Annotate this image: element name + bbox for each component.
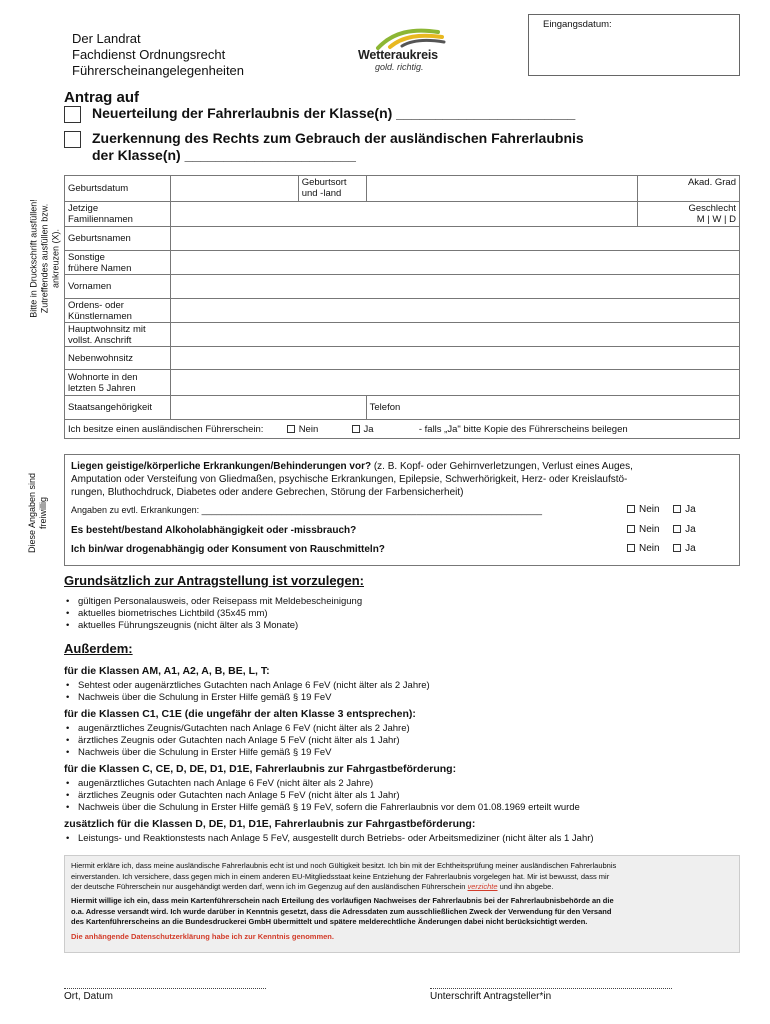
- list-item: • augenärztliches Gutachten nach Anlage 6 FeV (nicht älter als 2 Jahre): [78, 778, 580, 790]
- q2-nein-checkbox[interactable]: [627, 525, 635, 533]
- ordensname-field[interactable]: [170, 299, 739, 323]
- declaration-p1-line1: Hiermit erkläre ich, dass meine ausländische Fahrerlaubnis echt ist und noch Gültigkeit besitzt. Ich bin mit der Echtheitsprüfung meiner ausländischen Fahrerlaubnis: [71, 861, 617, 870]
- geburtsort-field[interactable]: [366, 176, 637, 202]
- hauptwohnsitz-label-line2: vollst. Anschrift: [68, 335, 132, 346]
- health-q1-bold: Liegen geistige/körperliche Erkrankungen/Behinderungen vor?: [71, 461, 372, 472]
- declaration-paragraph-1: [71, 861, 735, 893]
- unterschrift-label: Unterschrift Antragsteller*in: [430, 991, 552, 1002]
- list-item: • Nachweis über die Schulung in Erster Hilfe gemäß § 19 FeV, sofern die Fahrerlaubnis vor dem 01.08.1969 erteilt wurde: [78, 802, 580, 814]
- declaration-p1-line3-end: und ihn abgebe.: [497, 882, 554, 891]
- nebenwohnsitz-field[interactable]: [170, 347, 739, 370]
- wohnorte-label-line2: letzten 5 Jahren: [68, 383, 136, 394]
- row-auslaend-fs: [65, 420, 740, 439]
- auslaend-fs-nein-label: Nein: [298, 424, 319, 435]
- sonstige-field[interactable]: [170, 251, 739, 275]
- list-item: • aktuelles Führungszeugnis (nicht älter als 3 Monate): [78, 620, 362, 632]
- logo-swoosh-icon: [368, 26, 448, 50]
- q1-ja-label: Ja: [685, 504, 696, 515]
- akad-grad-label: Akad. Grad: [687, 177, 736, 188]
- personal-data-form: [64, 175, 740, 439]
- eingangsdatum-label: Eingangsdatum:: [543, 19, 612, 30]
- hauptwohnsitz-label-line1: Hauptwohnsitz mit: [68, 324, 146, 335]
- geburtsort-label: [298, 176, 366, 202]
- familienname-label-line2: Familiennamen: [68, 214, 133, 225]
- geburtsort-label-line2: und -land: [301, 188, 342, 199]
- auslaend-fs-nein-checkbox[interactable]: [287, 425, 295, 433]
- section-klassen-am-t-list: [66, 680, 430, 704]
- geschlecht-options: M | W | D: [696, 214, 736, 225]
- geburtsname-label: Geburtsnamen: [65, 227, 171, 251]
- declaration-paragraph-2: [71, 896, 735, 928]
- declaration-p2-line1: Hiermit willige ich ein, dass mein Kartenführerschein nach Erteilung des vorläufigen Nachweises der Fahrerlaubnis bei der Fahrerlaubnisbehörde an die: [71, 896, 614, 905]
- familienname-label: [65, 202, 171, 227]
- list-item: • augenärztliches Zeugnis/Gutachten nach Anlage 6 FeV (nicht älter als 2 Jahre): [78, 723, 410, 735]
- zuerkennung-label-line2: der Klasse(n) ______________________: [92, 147, 356, 163]
- sonstige-label-line1: Sonstige: [68, 252, 105, 263]
- zuerkennung-checkbox[interactable]: [64, 131, 81, 148]
- list-item: • gültigen Personalausweis, oder Reisepass mit Meldebescheinigung: [78, 596, 362, 608]
- row-sonstige: [65, 251, 740, 275]
- side-note-freiwillig-line-2: freiwillig: [38, 497, 48, 530]
- hauptwohnsitz-field[interactable]: [170, 323, 739, 347]
- auslaend-fs-label: Ich besitze einen ausländischen Führerschein:: [68, 424, 264, 435]
- geburtsname-field[interactable]: [170, 227, 739, 251]
- row-hauptwohnsitz: [65, 323, 740, 347]
- health-q1-rest: (z. B. Kopf- oder Gehirnverletzungen, Verlust eines Auges,: [371, 461, 633, 472]
- grundsaetzlich-heading: Grundsätzlich zur Antragstellung ist vorzulegen:: [64, 573, 364, 588]
- section-klassen-am-t: für die Klassen AM, A1, A2, A, B, BE, L, T:: [64, 665, 270, 677]
- q1-nein-label: Nein: [639, 504, 660, 515]
- q3-yesno: [627, 543, 696, 554]
- side-note-line-2: Zutreffendes ausfüllen bzw.: [39, 203, 50, 314]
- q2-yesno: [627, 524, 696, 535]
- list-item: • Leistungs- und Reaktionstests nach Anlage 5 FeV, ausgestellt durch Betriebs- oder Arbeitsmediziner (nicht älter als 1 Jahr): [78, 833, 594, 845]
- row-wohnorte: [65, 370, 740, 396]
- section-klassen-d-zusatz-list: [66, 833, 594, 845]
- list-item: • Nachweis über die Schulung in Erster Hilfe gemäß § 19 FeV: [78, 747, 410, 759]
- q1-ja-checkbox[interactable]: [673, 505, 681, 513]
- health-question-3: Ich bin/war drogenabhängig oder Konsument von Rauschmitteln?: [71, 544, 385, 555]
- logo-slogan: gold. richtig.: [375, 62, 424, 72]
- list-item: • ärztliches Zeugnis oder Gutachten nach Anlage 5 FeV (nicht älter als 1 Jahr): [78, 735, 410, 747]
- sonstige-label: [65, 251, 171, 275]
- list-item: • Nachweis über die Schulung in Erster Hilfe gemäß § 19 FeV: [78, 692, 430, 704]
- vornamen-label: Vornamen: [65, 275, 171, 299]
- geschlecht-label: Geschlecht: [688, 203, 736, 214]
- q2-nein-label: Nein: [639, 524, 660, 535]
- geburtsdatum-field[interactable]: [170, 176, 298, 202]
- auslaend-fs-cell: [65, 420, 740, 439]
- declaration-p1-line2: einverstanden. Ich versichere, dass gegen mich in einem anderen EU-Mitgliedsstaat keine Entziehung der Fahrerlaubnis vorgelegen hat. Mir ist bewusst, dass mir: [71, 871, 610, 881]
- page-title: Antrag auf: [64, 89, 139, 106]
- row-familienname: [65, 202, 740, 227]
- wohnorte-field[interactable]: [170, 370, 739, 396]
- section-klassen-c-d: für die Klassen C, CE, D, DE, D1, D1E, Fahrerlaubnis zur Fahrgastbeförderung:: [64, 763, 457, 775]
- header-line-2: Fachdienst Ordnungsrecht: [72, 47, 226, 62]
- q1-nein-checkbox[interactable]: [627, 505, 635, 513]
- health-question-1: [71, 460, 735, 499]
- wetteraukreis-logo: [356, 26, 456, 76]
- row-nebenwohnsitz: [65, 347, 740, 370]
- telefon-field[interactable]: [366, 396, 739, 420]
- ordensname-label-line1: Ordens- oder: [68, 300, 124, 311]
- eingangsdatum-box[interactable]: [528, 14, 740, 76]
- q3-ja-label: Ja: [685, 543, 696, 554]
- q2-ja-label: Ja: [685, 524, 696, 535]
- q3-nein-checkbox[interactable]: [627, 544, 635, 552]
- row-geburtsdatum: [65, 176, 740, 202]
- familienname-field[interactable]: [170, 202, 637, 227]
- health-section: [64, 454, 740, 566]
- hauptwohnsitz-label: [65, 323, 171, 347]
- section-klassen-d-zusatz: zusätzlich für die Klassen D, DE, D1, D1E, Fahrerlaubnis zur Fahrgastbeförderung:: [64, 818, 476, 830]
- side-note-line-3: ankreuzen (X).: [50, 228, 61, 289]
- unterschrift-line[interactable]: [430, 988, 672, 989]
- list-item: • ärztliches Zeugnis oder Gutachten nach Anlage 5 FeV (nicht älter als 1 Jahr): [78, 790, 580, 802]
- auslaend-fs-hint: - falls „Ja" bitte Kopie des Führerscheins beilegen: [418, 424, 628, 435]
- q3-ja-checkbox[interactable]: [673, 544, 681, 552]
- geburtsort-label-line1: Geburtsort: [301, 177, 347, 188]
- telefon-label: Telefon: [369, 402, 401, 413]
- familienname-label-line1: Jetzige: [68, 203, 99, 214]
- zuerkennung-label-line1: Zuerkennung des Rechts zum Gebrauch der ausländischen Fahrerlaubnis: [92, 130, 584, 146]
- ausserdem-heading: Außerdem:: [64, 641, 133, 656]
- wohnorte-label: [65, 370, 171, 396]
- section-klassen-c-d-list: [66, 778, 580, 814]
- sonstige-label-line2: frühere Namen: [68, 263, 132, 274]
- grundsaetzlich-list: [66, 596, 362, 632]
- akad-grad-field[interactable]: [638, 176, 740, 202]
- neuerteilung-checkbox[interactable]: [64, 106, 81, 123]
- declaration-p1-line3-text: der deutsche Führerschein nur ausgehändigt werden darf, wenn ich im Gegenzug auf den ausländischen Führerschein: [71, 882, 468, 891]
- section-klassen-c1: für die Klassen C1, C1E (die ungefähr der alten Klasse 3 entsprechen):: [64, 708, 416, 720]
- side-note-druckschrift: [29, 159, 62, 359]
- health-question-2: Es besteht/bestand Alkoholabhängigkeit oder -missbrauch?: [71, 525, 357, 536]
- ordensname-label-line2: Künstlernamen: [68, 311, 132, 322]
- health-q1-line2: Amputation oder Versteifung von Gliedmaßen, psychische Erkrankungen, Epilepsie, Schwerhörigkeit, Herz- oder Kreislaufstö-: [71, 474, 628, 485]
- row-geburtsname: [65, 227, 740, 251]
- declaration-p2-line2: o.a. Adresse versandt wird. Ich wurde darüber in Kenntnis gesetzt, dass die Adressdaten zum ausschließlichen Zweck der Verwendung für den Versand: [71, 906, 612, 916]
- logo-name: Wetteraukreis: [358, 48, 438, 62]
- header-line-1: Der Landrat: [72, 31, 141, 46]
- side-note-line-1: Bitte in Druckschrift ausfüllen!: [28, 199, 39, 318]
- side-note-freiwillig-line-1: Diese Angaben sind: [27, 472, 37, 554]
- declaration-p1-line3: [71, 882, 735, 893]
- nebenwohnsitz-label: Nebenwohnsitz: [65, 347, 171, 370]
- auslaend-fs-ja-label: Ja: [363, 424, 374, 435]
- row-ordensname: [65, 299, 740, 323]
- header-line-3: Führerscheinangelegenheiten: [72, 63, 245, 78]
- ort-datum-label: Ort, Datum: [64, 991, 113, 1002]
- geburtsdatum-label: Geburtsdatum: [65, 176, 171, 202]
- section-klassen-c1-list: [66, 723, 410, 759]
- ort-datum-line[interactable]: [64, 988, 266, 989]
- declaration-box: [64, 855, 740, 953]
- side-note-freiwillig: [27, 413, 49, 613]
- declaration-p2-line3: des Kartenführerscheins an die Bundesdruckerei GmbH übermittelt und spätere melderechtliche Änderungen dabei nicht berücksichtigt werden.: [71, 917, 588, 926]
- neuerteilung-label: Neuerteilung der Fahrerlaubnis der Klasse(n) _______________________: [92, 105, 576, 121]
- health-q1-line3: rungen, Bluthochdruck, Diabetes oder andere Gebrechen, Störung der Farbensicherheit): [71, 487, 464, 498]
- row-vornamen: [65, 275, 740, 299]
- staatsangehoerigkeit-label: Staatsangehörigkeit: [65, 396, 171, 420]
- list-item: • Sehtest oder augenärztliches Gutachten nach Anlage 6 FeV (nicht älter als 2 Jahre): [78, 680, 430, 692]
- row-staatsangehoerigkeit: [65, 396, 740, 420]
- ordensname-label: [65, 299, 171, 323]
- authority-address: [72, 31, 244, 79]
- auslaend-fs-ja-checkbox[interactable]: [352, 425, 360, 433]
- declaration-verzichte: verzichte: [467, 882, 498, 891]
- staatsangehoerigkeit-field[interactable]: [170, 396, 366, 420]
- geschlecht-field[interactable]: [638, 202, 740, 227]
- angaben-erkrankungen-field[interactable]: Angaben zu evtl. Erkrankungen: ____________________________________________________________________: [71, 505, 542, 515]
- q2-ja-checkbox[interactable]: [673, 525, 681, 533]
- list-item: • aktuelles biometrisches Lichtbild (35x45 mm): [78, 608, 362, 620]
- datenschutz-note: Die anhängende Datenschutzerklärung habe ich zur Kenntnis genommen.: [71, 932, 334, 941]
- vornamen-field[interactable]: [170, 275, 739, 299]
- q3-nein-label: Nein: [639, 543, 660, 554]
- wohnorte-label-line1: Wohnorte in den: [68, 372, 138, 383]
- q1-yesno: [627, 504, 696, 515]
